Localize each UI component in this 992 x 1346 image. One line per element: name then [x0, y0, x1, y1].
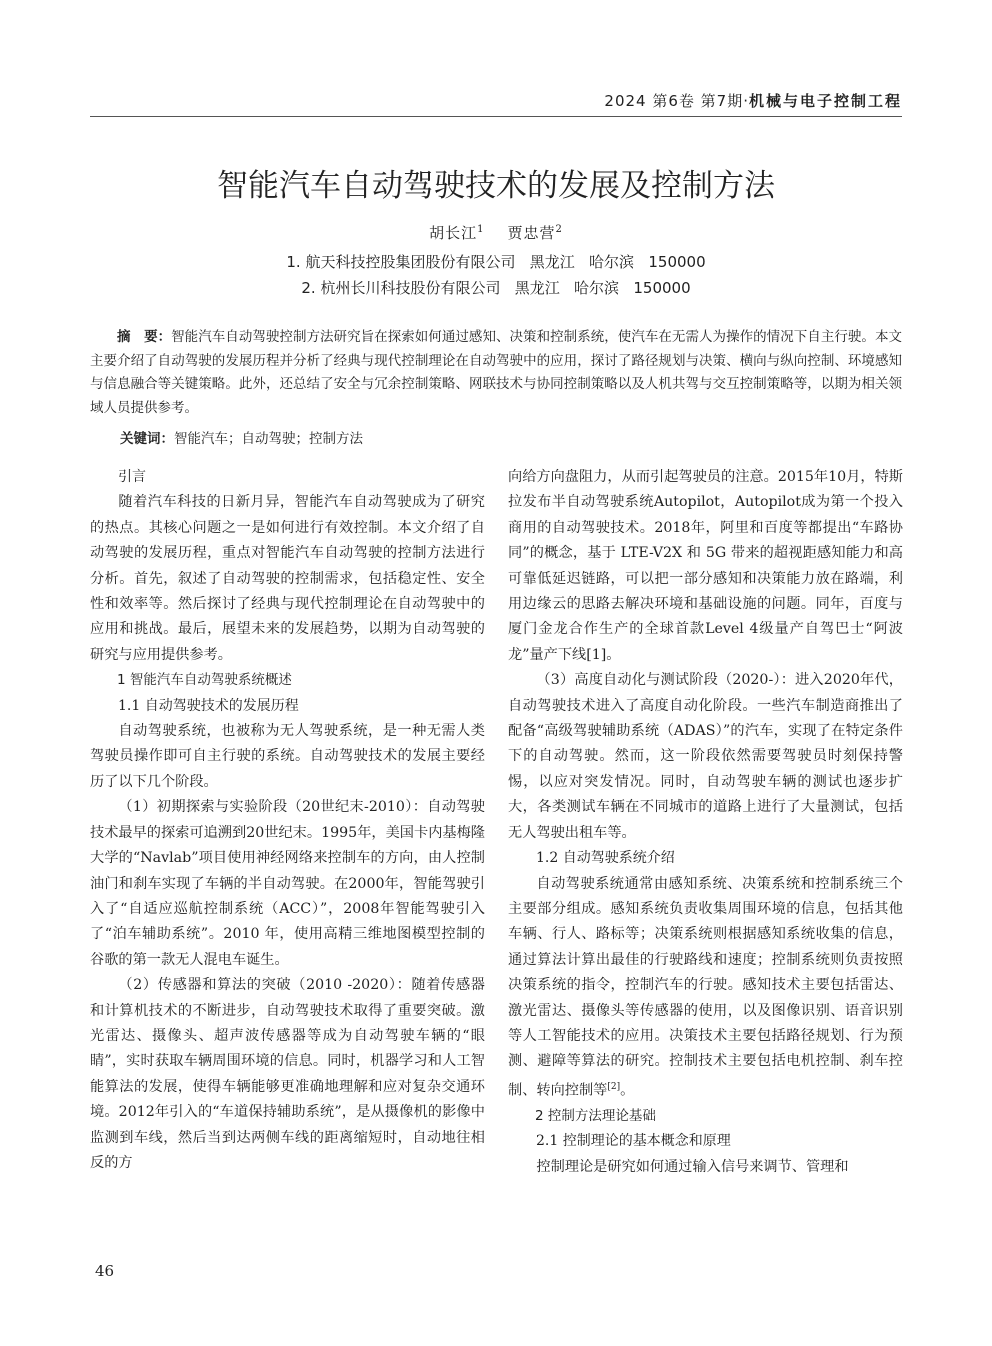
section-heading-2: 2 控制方法理论基础 — [535, 1107, 656, 1124]
author-1: 胡长江 — [429, 224, 478, 242]
issue-info: 2024 第6卷 第7期· — [604, 92, 749, 110]
paragraph: （2）传感器和算法的突破（2010 -2020）：随着传感器和计算机技术的不断进步，自动驾驶技术取得了重要突破。激光雷达、摄像头、超声波传感器等成为自动驾驶车辆的“眼睛”，实时获取车辆周围环境的信息。同时，机器学习和人工智能算法的发展，使得车辆能够更准确地理解和应对复杂交通环境。2012年引入的“车道保持辅助系统”，是从摄像机的影像中监测到车线，然后当到达两侧车线的距离缩短时，自动地往相反的方 — [90, 977, 485, 1171]
abstract-label: 摘 要： — [117, 329, 172, 345]
affiliation-1: 1. 航天科技控股集团股份有限公司 黑龙江 哈尔滨 150000 — [286, 253, 706, 271]
citation-ref: [2] — [607, 1081, 621, 1092]
authors — [0, 222, 992, 243]
left-column — [90, 465, 485, 1176]
paragraph — [508, 872, 903, 1104]
author-2-affiliation-mark: 2 — [555, 224, 563, 235]
paragraph: 控制理论是研究如何通过输入信号来调节、管理和 — [536, 1158, 849, 1175]
paragraph: （3）高度自动化与测试阶段（2020-）：进入2020年代，自动驾驶技术进入了高度自动化阶段。一些汽车制造商推出了配备“高级驾驶辅助系统（ADAS）”的汽车，实现了在特定条件下的自动驾驶。然而，这一阶段依然需要驾驶员时刻保持警惕，以应对突发情况。同时，自动驾驶车辆的测试也逐步扩大，各类测试车辆在不同城市的道路上进行了大量测试，包括无人驾驶出租车等。 — [508, 672, 903, 841]
keywords-text: 智能汽车；自动驾驶；控制方法 — [174, 431, 363, 447]
paragraph: 向给方向盘阻力，从而引起驾驶员的注意。2015年10月，特斯拉发布半自动驾驶系统Autopilot，Autopilot成为第一个投入商用的自动驾驶技术。2018年，阿里和百度等都提出“车路协同”的概念，基于 LTE-V2X 和 5G 带来的超视距感知能力和高可靠低延迟链路，可以把一部分感知和决策能力放在路端，利用边缘云的思路去解决环境和基础设施的问题。同年，百度与厦门金龙合作生产的全球首款Level 4级量产自驾巴士“阿波龙”量产下线[1]。 — [508, 469, 903, 663]
section-heading-intro: 引言 — [118, 469, 146, 485]
page-number: 46 — [95, 1262, 115, 1280]
journal-info — [604, 90, 902, 111]
abstract — [90, 326, 902, 420]
keywords-label: 关键词： — [120, 431, 174, 447]
right-column — [508, 465, 903, 1180]
journal-name: 机械与电子控制工程 — [748, 92, 902, 110]
paragraph: 随着汽车科技的日新月异，智能汽车自动驾驶成为了研究的热点。其核心问题之一是如何进行有效控制。本文介绍了自动驾驶的发展历程，重点对智能汽车自动驾驶的控制方法进行分析。首先，叙述了自动驾驶的控制需求，包括稳定性、安全性和效率等。然后探讨了经典与现代控制理论在自动驾驶中的应用和挑战。最后，展望未来的发展趋势，以期为自动驾驶的研究与应用提供参考。 — [90, 494, 485, 663]
author-1-affiliation-mark: 1 — [477, 224, 485, 235]
author-2: 贾忠营 — [507, 224, 556, 242]
subsection-heading-1-2: 1.2 自动驾驶系统介绍 — [536, 850, 675, 867]
paragraph-text: 自动驾驶系统通常由感知系统、决策系统和控制系统三个主要部分组成。感知系统负责收集周围环境的信息，包括其他车辆、行人、路标等；决策系统则根据感知系统收集的信息，通过算法计算出最佳的行驶路线和速度；控制系统则负责按照决策系统的指令，控制汽车的行驶。感知技术主要包括雷达、激光雷达、摄像头等传感器的使用，以及图像识别、语音识别等人工智能技术的应用。决策技术主要包括路径规划、行为预测、避障等算法的研究。控制技术主要包括电机控制、刹车控制、转向控制等 — [508, 875, 903, 1099]
running-header — [90, 86, 902, 117]
paper-title: 智能汽车自动驾驶技术的发展及控制方法 — [217, 168, 775, 204]
paragraph-end: 。 — [620, 1082, 635, 1099]
subsection-heading-1-1: 1.1 自动驾驶技术的发展历程 — [118, 697, 299, 714]
abstract-text: 智能汽车自动驾驶控制方法研究旨在探索如何通过感知、决策和控制系统，使汽车在无需人为操作的情况下自主行驶。本文主要介绍了自动驾驶的发展历程并分析了经典与现代控制理论在自动驾驶中的应用，探讨了路径规划与决策、横向与纵向控制、环境感知与信息融合等关键策略。此外，还总结了安全与冗余控制策略、网联技术与协同控制策略以及人机共驾与交互控制策略等，以期为相关领域人员提供参考。 — [90, 329, 902, 416]
paragraph: （1）初期探索与实验阶段（20世纪末-2010）：自动驾驶技术最早的探索可追溯到20世纪末。1995年，美国卡内基梅隆大学的“Navlab”项目使用神经网络来控制车的方向，由人控制油门和刹车实现了车辆的半自动驾驶。在2000年，智能驾驶引入了“自适应巡航控制系统（ACC）”，2008年智能驾驶引入了“泊车辅助系统”。2010 年，使用高精三维地图模型控制的谷歌的第一款无人混电车诞生。 — [90, 799, 485, 968]
section-heading-1: 1 智能汽车自动驾驶系统概述 — [117, 672, 292, 689]
keywords — [120, 427, 363, 447]
paragraph: 自动驾驶系统，也被称为无人驾驶系统，是一种无需人类驾驶员操作即可自主行驶的系统。自动驾驶技术的发展主要经历了以下几个阶段。 — [90, 723, 485, 790]
subsection-heading-2-1: 2.1 控制理论的基本概念和原理 — [536, 1133, 731, 1150]
affiliation-2: 2. 杭州长川科技股份有限公司 黑龙江 哈尔滨 150000 — [301, 279, 691, 297]
